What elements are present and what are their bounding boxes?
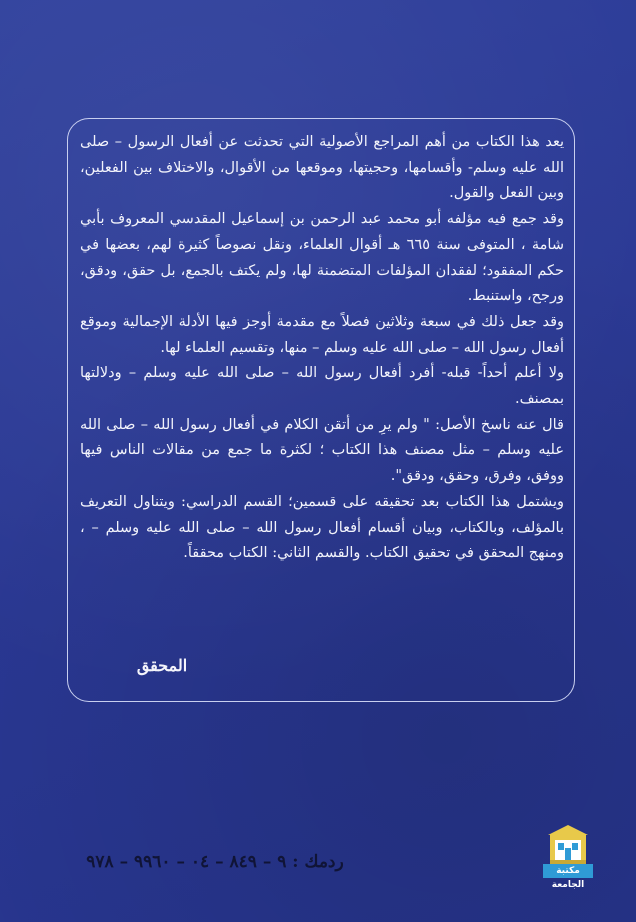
logo-label: مكتبة الجامعة: [543, 864, 593, 878]
intro-paragraph: ويشتمل هذا الكتاب بعد تحقيقه على قسمين؛ القسم الدراسي: ويتناول التعريف بالمؤلف، وبالكتاب، وبيان أقسام أفعال رسول الله – صلى الله عليه وسلم – ، ومنهج المحقق في تحقيق الكتاب. والقسم الثاني: الكتاب محققاً.: [80, 493, 564, 562]
intro-paragraph: وقد جمع فيه مؤلفه أبو محمد عبد الرحمن بن إسماعيل المقدسي المعروف بأبي شامة ، المتوفى سنة ٦٦٥ هـ أقوال العلماء، ونقل نصوصاً كثيرة لهم، بعضها في حكم المفقود؛ لفقدان المؤلفات المتضمنة لها، ولم يكتف بالجمع، بل حقق، ودقق، ورجح، واستنبط.: [80, 211, 564, 305]
library-building-icon: [543, 822, 593, 864]
intro-paragraph: وقد جعل ذلك في سبعة وثلاثين فصلاً مع مقدمة أوجز فيها الأدلة الإجمالية وموقع أفعال رسول الله – صلى الله عليه وسلم – منها، وتقسيم العلماء لها.: [80, 313, 564, 356]
intro-paragraph: يعد هذا الكتاب من أهم المراجع الأصولية التي تحدثت عن أفعال الرسول – صلى الله عليه وسلم- وأقسامها، وحجيتها، وموقعها من الأقوال، والاختلاف بين الفعلين، وبين الفعل والقول.: [80, 134, 564, 202]
publisher-logo: [543, 822, 593, 890]
intro-text: [80, 130, 564, 567]
intro-paragraph: ولا أعلم أحداً- قبله- أفرد أفعال رسول الله – صلى الله عليه وسلم – ودلالتها بمصنف.: [80, 365, 564, 408]
intro-paragraph: قال عنه ناسخ الأصل: " ولم يرِ من أتقن الكلام في أفعال رسول الله – صلى الله عليه وسلم – مثل مصنف هذا الكتاب ؛ لكثرة ما جمع من مقالات الناس فيها ووفق، وفرق، وحقق، ودقق".: [80, 416, 564, 485]
signature: المحقق: [136, 656, 188, 675]
isbn: ردمك : ٩ – ٨٤٩ – ٠٤ – ٩٩٦٠ – ٩٧٨: [86, 852, 344, 872]
